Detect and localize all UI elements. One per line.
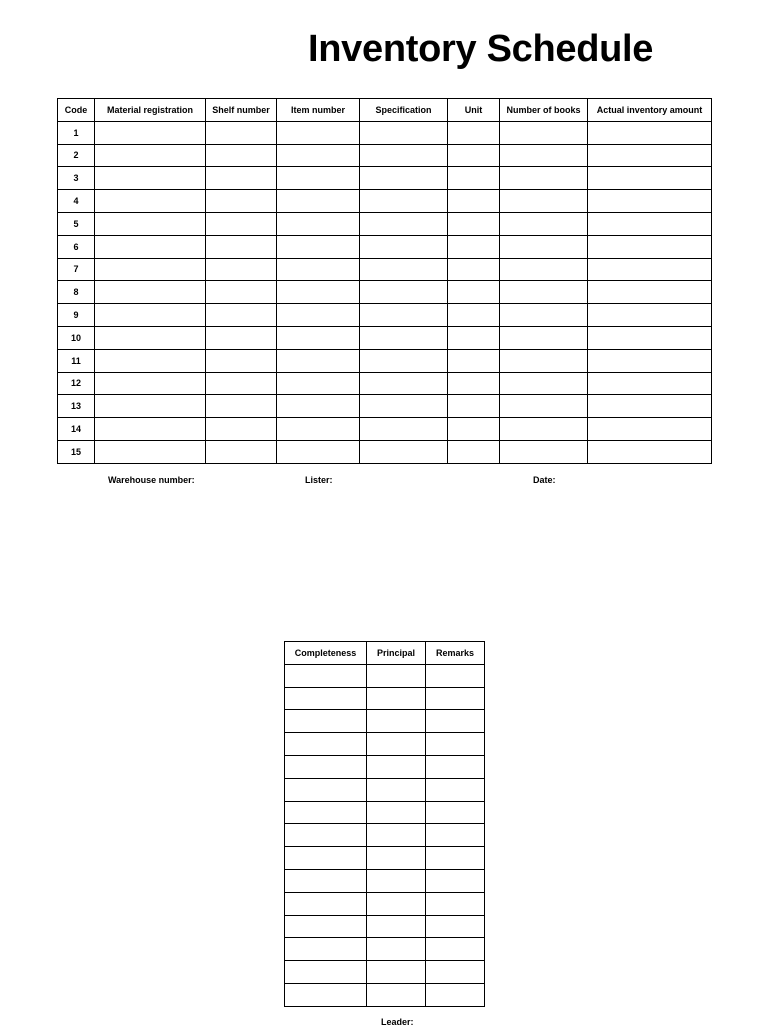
table-cell bbox=[500, 281, 588, 304]
table-cell bbox=[95, 326, 206, 349]
table-cell bbox=[285, 938, 367, 961]
table-row bbox=[285, 938, 485, 961]
table-cell bbox=[500, 258, 588, 281]
table-cell bbox=[448, 281, 500, 304]
table-cell bbox=[500, 190, 588, 213]
table-cell bbox=[448, 144, 500, 167]
table-cell bbox=[277, 121, 360, 144]
table-cell bbox=[206, 304, 277, 327]
header-completeness: Completeness bbox=[285, 642, 367, 665]
table-cell bbox=[95, 281, 206, 304]
table-cell bbox=[285, 778, 367, 801]
table-cell bbox=[367, 915, 426, 938]
table-cell bbox=[588, 167, 712, 190]
table-cell bbox=[500, 235, 588, 258]
table-row bbox=[285, 687, 485, 710]
table-cell bbox=[588, 235, 712, 258]
table-cell bbox=[206, 372, 277, 395]
table-row bbox=[58, 121, 712, 144]
table-cell bbox=[426, 687, 485, 710]
table-header-row bbox=[285, 642, 485, 665]
table-row bbox=[285, 824, 485, 847]
table-cell bbox=[277, 349, 360, 372]
table-cell bbox=[426, 755, 485, 778]
table-cell bbox=[448, 121, 500, 144]
table-cell bbox=[360, 235, 448, 258]
table-cell bbox=[448, 326, 500, 349]
table-cell bbox=[206, 235, 277, 258]
table-cell bbox=[95, 395, 206, 418]
table-cell bbox=[360, 281, 448, 304]
table-cell bbox=[277, 235, 360, 258]
table-cell bbox=[500, 349, 588, 372]
table-cell bbox=[367, 801, 426, 824]
table-cell bbox=[500, 395, 588, 418]
table-cell bbox=[426, 961, 485, 984]
table-cell bbox=[277, 304, 360, 327]
table-cell bbox=[426, 915, 485, 938]
table-cell bbox=[500, 440, 588, 463]
row-code: 13 bbox=[58, 395, 95, 418]
table-cell bbox=[588, 440, 712, 463]
table-row bbox=[285, 869, 485, 892]
table-row bbox=[58, 304, 712, 327]
header-shelf-number: Shelf number bbox=[206, 99, 277, 122]
table-cell bbox=[426, 664, 485, 687]
table-cell bbox=[277, 144, 360, 167]
table-cell bbox=[277, 258, 360, 281]
table-cell bbox=[426, 733, 485, 756]
table-cell bbox=[500, 304, 588, 327]
table-cell bbox=[588, 121, 712, 144]
table-cell bbox=[285, 915, 367, 938]
table-cell bbox=[588, 326, 712, 349]
table-cell bbox=[277, 395, 360, 418]
table-row bbox=[285, 961, 485, 984]
table-row bbox=[58, 281, 712, 304]
table-cell bbox=[360, 190, 448, 213]
table-row bbox=[58, 144, 712, 167]
table-cell bbox=[588, 349, 712, 372]
table-cell bbox=[367, 733, 426, 756]
table-cell bbox=[367, 892, 426, 915]
table-cell bbox=[448, 258, 500, 281]
row-code: 12 bbox=[58, 372, 95, 395]
table-cell bbox=[360, 212, 448, 235]
table-row bbox=[285, 983, 485, 1006]
table-cell bbox=[500, 167, 588, 190]
row-code: 2 bbox=[58, 144, 95, 167]
table-cell bbox=[277, 440, 360, 463]
table-cell bbox=[360, 167, 448, 190]
table-cell bbox=[206, 440, 277, 463]
table-row bbox=[58, 235, 712, 258]
table-cell bbox=[360, 304, 448, 327]
leader-label: Leader: bbox=[381, 1017, 414, 1027]
table-cell bbox=[206, 190, 277, 213]
table-cell bbox=[500, 212, 588, 235]
table-cell bbox=[448, 440, 500, 463]
table-cell bbox=[500, 121, 588, 144]
row-code: 8 bbox=[58, 281, 95, 304]
header-unit: Unit bbox=[448, 99, 500, 122]
table-cell bbox=[277, 372, 360, 395]
table-cell bbox=[360, 372, 448, 395]
table-cell bbox=[277, 212, 360, 235]
table-cell bbox=[426, 869, 485, 892]
table-cell bbox=[448, 372, 500, 395]
table-cell bbox=[367, 824, 426, 847]
table-cell bbox=[277, 281, 360, 304]
table-cell bbox=[500, 326, 588, 349]
table-cell bbox=[367, 847, 426, 870]
table-cell bbox=[285, 983, 367, 1006]
table-cell bbox=[360, 349, 448, 372]
date-label: Date: bbox=[533, 475, 556, 485]
table-row bbox=[58, 372, 712, 395]
inventory-table bbox=[57, 98, 712, 464]
table-cell bbox=[285, 892, 367, 915]
table-cell bbox=[206, 281, 277, 304]
table-cell bbox=[206, 144, 277, 167]
page-title: Inventory Schedule bbox=[308, 28, 654, 70]
table-cell bbox=[448, 395, 500, 418]
table-row bbox=[285, 801, 485, 824]
table-cell bbox=[448, 167, 500, 190]
table-cell bbox=[588, 395, 712, 418]
table-cell bbox=[206, 395, 277, 418]
table-cell bbox=[588, 281, 712, 304]
table-row bbox=[285, 778, 485, 801]
table-cell bbox=[206, 121, 277, 144]
table-cell bbox=[285, 664, 367, 687]
header-principal: Principal bbox=[367, 642, 426, 665]
table-cell bbox=[285, 801, 367, 824]
header-number-of-books: Number of books bbox=[500, 99, 588, 122]
table-row bbox=[285, 710, 485, 733]
table-cell bbox=[95, 167, 206, 190]
table-cell bbox=[588, 372, 712, 395]
table-cell bbox=[588, 258, 712, 281]
header-actual-inventory-amount: Actual inventory amount bbox=[588, 99, 712, 122]
table-cell bbox=[95, 440, 206, 463]
table-cell bbox=[285, 869, 367, 892]
table-cell bbox=[448, 190, 500, 213]
row-code: 9 bbox=[58, 304, 95, 327]
table-cell bbox=[588, 212, 712, 235]
table-cell bbox=[360, 418, 448, 441]
table-cell bbox=[500, 144, 588, 167]
table-cell bbox=[95, 190, 206, 213]
table-cell bbox=[95, 372, 206, 395]
row-code: 3 bbox=[58, 167, 95, 190]
table-cell bbox=[95, 212, 206, 235]
table-cell bbox=[360, 258, 448, 281]
table-cell bbox=[277, 190, 360, 213]
row-code: 11 bbox=[58, 349, 95, 372]
row-code: 4 bbox=[58, 190, 95, 213]
table-cell bbox=[285, 755, 367, 778]
table-row bbox=[285, 755, 485, 778]
lister-label: Lister: bbox=[305, 475, 333, 485]
warehouse-number-label: Warehouse number: bbox=[108, 475, 195, 485]
table-cell bbox=[367, 687, 426, 710]
table-cell bbox=[285, 687, 367, 710]
table-cell bbox=[285, 847, 367, 870]
table-cell bbox=[360, 121, 448, 144]
table-cell bbox=[360, 144, 448, 167]
table-cell bbox=[426, 801, 485, 824]
table-cell bbox=[588, 190, 712, 213]
table-row bbox=[58, 258, 712, 281]
header-item-number: Item number bbox=[277, 99, 360, 122]
table-cell bbox=[285, 733, 367, 756]
table-cell bbox=[500, 418, 588, 441]
table-row bbox=[58, 212, 712, 235]
table-header-row bbox=[58, 99, 712, 122]
row-code: 5 bbox=[58, 212, 95, 235]
table-cell bbox=[277, 326, 360, 349]
table-cell bbox=[500, 372, 588, 395]
table-cell bbox=[426, 983, 485, 1006]
table-cell bbox=[367, 755, 426, 778]
table-row bbox=[285, 847, 485, 870]
table-cell bbox=[206, 349, 277, 372]
row-code: 1 bbox=[58, 121, 95, 144]
table-cell bbox=[360, 326, 448, 349]
table-cell bbox=[360, 395, 448, 418]
completeness-table bbox=[284, 641, 485, 1007]
row-code: 14 bbox=[58, 418, 95, 441]
row-code: 7 bbox=[58, 258, 95, 281]
table-cell bbox=[285, 824, 367, 847]
table-cell bbox=[367, 664, 426, 687]
table-row bbox=[58, 418, 712, 441]
header-material-registration: Material registration bbox=[95, 99, 206, 122]
row-code: 10 bbox=[58, 326, 95, 349]
table-cell bbox=[367, 961, 426, 984]
table-cell bbox=[95, 418, 206, 441]
table-cell bbox=[448, 235, 500, 258]
table-cell bbox=[95, 144, 206, 167]
table-cell bbox=[426, 710, 485, 733]
table-row bbox=[285, 664, 485, 687]
table-cell bbox=[206, 258, 277, 281]
table-cell bbox=[448, 418, 500, 441]
header-specification: Specification bbox=[360, 99, 448, 122]
table-row bbox=[58, 326, 712, 349]
table-row bbox=[285, 733, 485, 756]
row-code: 6 bbox=[58, 235, 95, 258]
table-cell bbox=[588, 144, 712, 167]
table-cell bbox=[277, 418, 360, 441]
table-cell bbox=[426, 778, 485, 801]
table-cell bbox=[95, 235, 206, 258]
table-cell bbox=[426, 938, 485, 961]
table-cell bbox=[448, 212, 500, 235]
table-row bbox=[58, 440, 712, 463]
table-cell bbox=[367, 983, 426, 1006]
table-cell bbox=[285, 961, 367, 984]
table-cell bbox=[448, 304, 500, 327]
table-row bbox=[58, 395, 712, 418]
table-row bbox=[58, 349, 712, 372]
table-cell bbox=[588, 304, 712, 327]
table-cell bbox=[367, 778, 426, 801]
table-row bbox=[58, 167, 712, 190]
table-cell bbox=[277, 167, 360, 190]
table-cell bbox=[95, 304, 206, 327]
table-cell bbox=[206, 326, 277, 349]
table-cell bbox=[448, 349, 500, 372]
table-cell bbox=[426, 824, 485, 847]
header-code: Code bbox=[58, 99, 95, 122]
table-cell bbox=[95, 121, 206, 144]
table-cell bbox=[95, 258, 206, 281]
table-cell bbox=[206, 212, 277, 235]
table-cell bbox=[367, 869, 426, 892]
table-row bbox=[58, 190, 712, 213]
table-cell bbox=[367, 938, 426, 961]
table-row bbox=[285, 915, 485, 938]
table-cell bbox=[360, 440, 448, 463]
table-cell bbox=[285, 710, 367, 733]
table-cell bbox=[206, 418, 277, 441]
table-row bbox=[285, 892, 485, 915]
table-cell bbox=[426, 892, 485, 915]
table-cell bbox=[206, 167, 277, 190]
table-cell bbox=[367, 710, 426, 733]
row-code: 15 bbox=[58, 440, 95, 463]
table-cell bbox=[95, 349, 206, 372]
table-cell bbox=[426, 847, 485, 870]
table-cell bbox=[588, 418, 712, 441]
header-remarks: Remarks bbox=[426, 642, 485, 665]
